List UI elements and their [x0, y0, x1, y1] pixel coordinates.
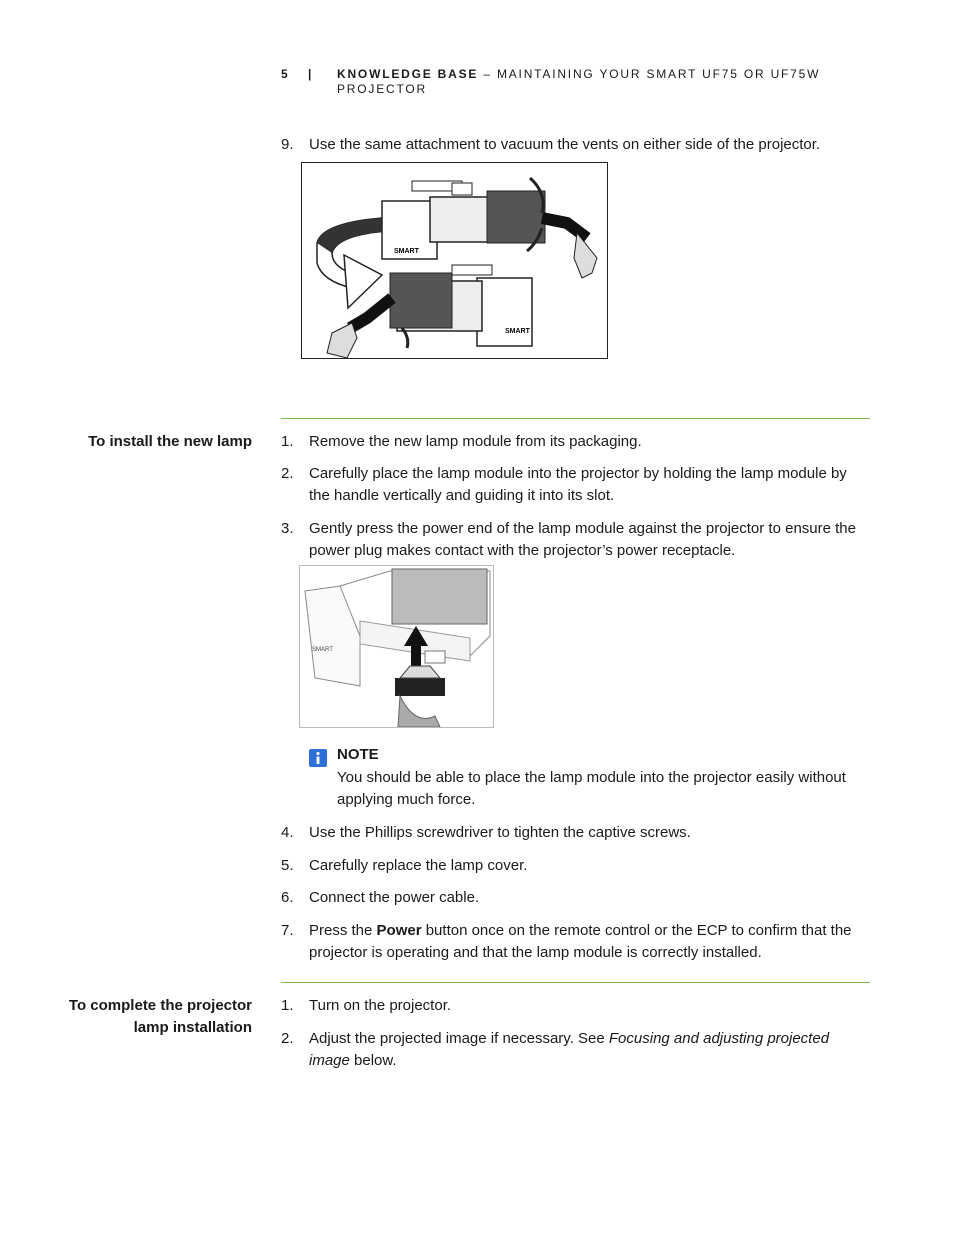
step-number: 2. — [281, 1030, 294, 1047]
header-separator: | — [308, 67, 312, 81]
note-heading: NOTE — [337, 746, 379, 763]
power-button-label: Power — [376, 922, 422, 939]
install-step-5 — [281, 855, 871, 877]
step-number: 7. — [281, 922, 294, 939]
header-title: – MAINTAINING YOUR SMART UF75 OR UF75W PROJECTOR — [337, 67, 821, 96]
step-text-pre: Press the — [309, 922, 377, 939]
step-text: Use the same attachment to vacuum the vents on either side of the projector. — [309, 136, 821, 153]
install-step-6 — [281, 887, 871, 909]
logo-bottom: SMART — [505, 328, 530, 335]
step-text — [309, 920, 871, 964]
kb-label: KNOWLEDGE BASE — [337, 67, 479, 81]
section-divider — [281, 982, 870, 983]
step-number: 1. — [281, 997, 294, 1014]
step-text: Gently press the power end of the lamp module against the projector to ensure the power plug makes contact with the projector’s power receptacle. — [309, 520, 856, 559]
complete-step-2 — [281, 1028, 871, 1072]
step-number: 9. — [281, 136, 294, 153]
step-number: 4. — [281, 824, 294, 841]
page-number: 5 — [281, 67, 289, 81]
step-text-post: below. — [349, 1052, 397, 1069]
install-step-4 — [281, 822, 871, 844]
logo-top: SMART — [394, 248, 419, 255]
lamp-insert-illustration — [299, 565, 494, 728]
vacuum-vents-illustration — [301, 162, 608, 359]
install-step-7 — [281, 920, 871, 964]
cross-reference-link[interactable]: Focusing and adjusting projected image — [309, 1030, 830, 1069]
step-text — [309, 1028, 871, 1072]
step-text: Connect the power cable. — [309, 889, 480, 906]
step-text-pre: Adjust the projected image if necessary. See — [309, 1030, 609, 1047]
step-number: 6. — [281, 889, 294, 906]
running-header — [337, 67, 857, 97]
step-9 — [281, 134, 871, 156]
step-text: Remove the new lamp module from its packaging. — [309, 433, 642, 450]
step-text: Carefully replace the lamp cover. — [309, 857, 528, 874]
step-text-post: button once on the remote control or the ECP to confirm that the projector is operating and that the lamp module is correctly installed. — [309, 922, 852, 961]
section-heading-complete: To complete the projector lamp installation — [68, 997, 252, 1036]
section-divider — [281, 418, 870, 419]
install-step-1 — [281, 431, 871, 453]
info-icon — [309, 749, 327, 767]
step-text: Turn on the projector. — [309, 997, 452, 1014]
note-text: You should be able to place the lamp module into the projector easily without applying much force. — [337, 769, 846, 808]
step-text: Carefully place the lamp module into the projector by holding the lamp module by the handle vertically and guiding it into its slot. — [309, 465, 847, 504]
step-number: 5. — [281, 857, 294, 874]
complete-step-1 — [281, 995, 871, 1017]
step-number: 3. — [281, 520, 294, 537]
install-step-2 — [281, 463, 871, 507]
logo-fig2: SMART — [312, 647, 333, 653]
step-number: 2. — [281, 465, 294, 482]
install-step-3 — [281, 518, 871, 562]
section-heading-install: To install the new lamp — [88, 433, 252, 450]
step-number: 1. — [281, 433, 294, 450]
step-text: Use the Phillips screwdriver to tighten the captive screws. — [309, 824, 691, 841]
